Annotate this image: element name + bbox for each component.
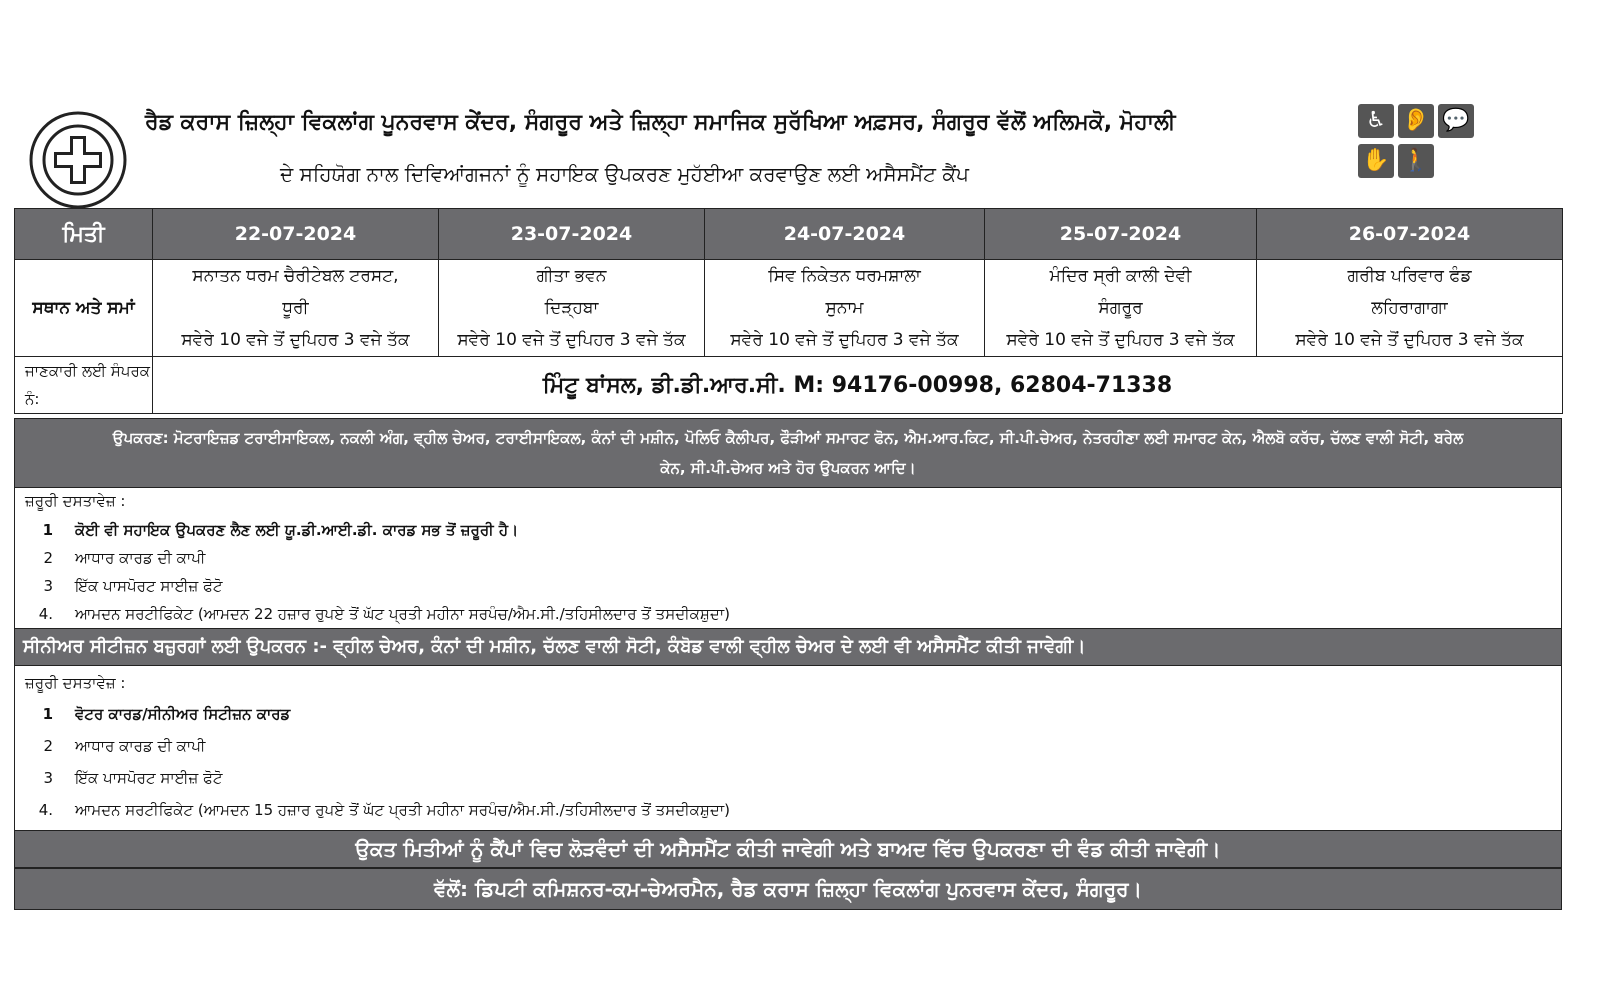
hearing-icon: 👂 <box>1398 104 1434 138</box>
item-text: ਆਧਾਰ ਕਾਰਡ ਦੀ ਕਾਪੀ <box>75 549 206 567</box>
date-label: ਮਿਤੀ <box>15 209 153 260</box>
list-item <box>15 516 1561 544</box>
contact-row <box>15 357 1563 414</box>
item-text: ਆਮਦਨ ਸਰਟੀਫਿਕੇਟ (ਆਮਦਨ 15 ਹਜ਼ਾਰ ਰੁਪਏ ਤੋਂ ਘੱਟ ਪ੍ਰਤੀ ਮਹੀਨਾ ਸਰਪੰਚ/ਐਮ.ਸੀ./ਤਹਿਸੀਲਦਾਰ ਤੋਂ ਤਸਦੀਕਸ਼ੁਦਾ) <box>75 801 730 819</box>
town-name: ਸੰਗਰੂਰ <box>1098 298 1143 318</box>
date-cell: 23-07-2024 <box>439 209 705 260</box>
place-name: ਗੀਤਾ ਭਵਨ <box>536 266 607 286</box>
place-label: ਸਥਾਨ ਅਤੇ ਸਮਾਂ <box>15 260 153 357</box>
item-text: ਇੱਕ ਪਾਸਪੋਰਟ ਸਾਈਜ਼ ਫੋਟੋ <box>75 769 223 787</box>
item-number: 3 <box>43 577 53 595</box>
list-item <box>15 730 1561 762</box>
location-row <box>15 260 1563 357</box>
date-cell: 22-07-2024 <box>153 209 439 260</box>
date-row <box>15 209 1563 260</box>
documents-title: ਜ਼ਰੂਰੀ ਦਸਤਾਵੇਜ਼ : <box>25 674 126 692</box>
item-number: 4. <box>38 605 53 623</box>
location-cell <box>705 260 985 357</box>
item-number: 1 <box>42 521 53 539</box>
equipment-line-2: ਕੇਨ, ਸੀ.ਪੀ.ਚੇਅਰ ਅਤੇ ਹੋਰ ਉਪਕਰਨ ਆਦਿ। <box>660 459 916 477</box>
schedule-table <box>14 208 1563 414</box>
town-name: ਲਹਿਰਾਗਾਗਾ <box>1371 298 1448 318</box>
documents-list-1 <box>15 516 1561 628</box>
red-cross-icon <box>28 110 128 210</box>
item-number: 4. <box>38 801 53 819</box>
title-line-2: ਦੇ ਸਹਿਯੋਗ ਨਾਲ ਦਿਵਿਆਂਗਜਨਾਂ ਨੂੰ ਸਹਾਇਕ ਉਪਕਰਣ ਮੁਹੱਈਆ ਕਰਵਾਉਣ ਲਈ ਅਸੈਸਮੈਂਟ ਕੈਂਪ <box>280 162 969 186</box>
list-item <box>15 794 1561 826</box>
item-text: ਕੋਈ ਵੀ ਸਹਾਇਕ ਉਪਕਰਣ ਲੈਣ ਲਈ ਯੂ.ਡੀ.ਆਈ.ਡੀ. ਕਾਰਡ ਸਭ ਤੋਂ ਜ਼ਰੂਰੀ ਹੈ। <box>75 521 519 539</box>
item-number: 2 <box>43 737 53 755</box>
item-text: ਵੋਟਰ ਕਾਰਡ/ਸੀਨੀਅਰ ਸਿਟੀਜ਼ਨ ਕਾਰਡ <box>75 705 291 723</box>
disability-icons <box>1358 104 1482 182</box>
title-line-1: ਰੈਡ ਕਰਾਸ ਜ਼ਿਲ੍ਹਾ ਵਿਕਲਾਂਗ ਪੂਨਰਵਾਸ ਕੇਂਦਰ, ਸੰਗਰੂਰ ਅਤੇ ਜ਼ਿਲ੍ਹਾ ਸਮਾਜਿਕ ਸੁਰੱਖਿਆ ਅਫ਼ਸਰ, ਸੰਗਰੂਰ ਵੱਲੋਂ ਅਲਿਮਕੋ, ਮੋਹਾਲੀ <box>145 110 1176 135</box>
date-cell: 26-07-2024 <box>1257 209 1563 260</box>
place-name: ਗਰੀਬ ਪਰਿਵਾਰ ਫੰਡ <box>1347 266 1472 286</box>
equipment-band <box>14 418 1562 488</box>
item-number: 3 <box>43 769 53 787</box>
location-cell <box>439 260 705 357</box>
contact-label: ਜਾਣਕਾਰੀ ਲਈ ਸੰਪਰਕ ਨੰ: <box>15 357 153 414</box>
item-text: ਇੱਕ ਪਾਸਪੋਰਟ ਸਾਈਜ਼ ਫੋਟੋ <box>75 577 223 595</box>
list-item <box>15 762 1561 794</box>
location-cell <box>1257 260 1563 357</box>
documents-title: ਜ਼ਰੂਰੀ ਦਸਤਾਵੇਜ਼ : <box>25 492 126 510</box>
list-item <box>15 600 1561 628</box>
town-name: ਸੁਨਾਮ <box>825 298 864 318</box>
list-item <box>15 544 1561 572</box>
location-cell <box>985 260 1257 357</box>
item-number: 1 <box>42 705 53 723</box>
contact-value-cell <box>153 357 1563 414</box>
location-cell <box>153 260 439 357</box>
town-name: ਧੂਰੀ <box>282 298 309 318</box>
date-cell: 24-07-2024 <box>705 209 985 260</box>
item-text: ਆਧਾਰ ਕਾਰਡ ਦੀ ਕਾਪੀ <box>75 737 206 755</box>
place-name: ਸਿਵ ਨਿਕੇਤਨ ਧਰਮਸ਼ਾਲਾ <box>768 266 921 286</box>
time-text: ਸਵੇਰੇ 10 ਵਜੇ ਤੋਂ ਦੁਪਿਹਰ 3 ਵਜੇ ਤੱਕ <box>457 330 686 350</box>
place-name: ਸਨਾਤਨ ਧਰਮ ਚੈਰੀਟੇਬਲ ਟਰਸਟ, <box>192 266 399 286</box>
documents-section-1 <box>14 488 1562 628</box>
time-text: ਸਵੇਰੇ 10 ਵਜੇ ਤੋਂ ਦੁਪਿਹਰ 3 ਵਜੇ ਤੱਕ <box>181 330 410 350</box>
red-cross-logo <box>28 110 128 210</box>
sign-language-icon: ✋ <box>1358 144 1394 178</box>
speech-icon: 💬 <box>1438 104 1474 138</box>
issuer-band: ਵੱਲੋਂ: ਡਿਪਟੀ ਕਮਿਸ਼ਨਰ-ਕਮ-ਚੇਅਰਮੈਨ, ਰੈਡ ਕਰਾਸ ਜ਼ਿਲ੍ਹਾ ਵਿਕਲਾਂਗ ਪੁਨਰਵਾਸ ਕੇਂਦਰ, ਸੰਗਰੂਰ। <box>14 868 1562 910</box>
assessment-note-band: ਉਕਤ ਮਿਤੀਆਂ ਨੂੰ ਕੈਂਪਾਂ ਵਿਚ ਲੋੜਵੰਦਾਂ ਦੀ ਅਸੈਸਮੈਂਟ ਕੀਤੀ ਜਾਵੇਗੀ ਅਤੇ ਬਾਅਦ ਵਿੱਚ ਉਪਕਰਣਾ ਦੀ ਵੰਡ ਕੀਤੀ ਜਾਵੇਗੀ। <box>14 830 1562 868</box>
date-cell: 25-07-2024 <box>985 209 1257 260</box>
documents-section-2 <box>14 666 1562 830</box>
town-name: ਦਿੜ੍ਹਬਾ <box>544 298 599 318</box>
list-item <box>15 698 1561 730</box>
item-text: ਆਮਦਨ ਸਰਟੀਫਿਕੇਟ (ਆਮਦਨ 22 ਹਜ਼ਾਰ ਰੁਪਏ ਤੋਂ ਘੱਟ ਪ੍ਰਤੀ ਮਹੀਨਾ ਸਰਪੰਚ/ਐਮ.ਸੀ./ਤਹਿਸੀਲਦਾਰ ਤੋਂ ਤਸਦੀਕਸ਼ੁਦਾ) <box>75 605 730 623</box>
time-text: ਸਵੇਰੇ 10 ਵਜੇ ਤੋਂ ਦੁਪਿਹਰ 3 ਵਜੇ ਤੱਕ <box>1295 330 1524 350</box>
blind-walking-icon: 🚶 <box>1398 144 1434 178</box>
time-text: ਸਵੇਰੇ 10 ਵਜੇ ਤੋਂ ਦੁਪਿਹਰ 3 ਵਜੇ ਤੱਕ <box>730 330 959 350</box>
place-name: ਮੰਦਿਰ ਸ੍ਰੀ ਕਾਲੀ ਦੇਵੀ <box>1049 266 1192 286</box>
list-item <box>15 572 1561 600</box>
equipment-line-1: ਉਪਕਰਣ: ਮੋਟਰਾਇਜ਼ਡ ਟਰਾਈਸਾਇਕਲ, ਨਕਲੀ ਅੰਗ, ਵ੍ਹੀਲ ਚੇਅਰ, ਟਰਾਈਸਾਇਕਲ, ਕੰਨਾਂ ਦੀ ਮਸ਼ੀਨ, ਪੋਲਿਓ ਕੈਲੀਪਰ, ਫੌੜੀਆਂ ਸਮਾਰਟ ਫੋਨ, ਐਮ.ਆਰ.ਕਿਟ, ਸੀ.ਪੀ.ਚੇਅਰ, ਨੇਤਰਹੀਣਾ ਲਈ ਸਮਾਰਟ ਕੇਨ, ਐਲਬੋ ਕਰੱਚ, ਚੱਲਣ ਵਾਲੀ ਸੋਟੀ, ਬਰੇਲ <box>112 429 1464 447</box>
item-number: 2 <box>43 549 53 567</box>
time-text: ਸਵੇਰੇ 10 ਵਜੇ ਤੋਂ ਦੁਪਿਹਰ 3 ਵਜੇ ਤੱਕ <box>1006 330 1235 350</box>
senior-citizen-band: ਸੀਨੀਅਰ ਸੀਟੀਜ਼ਨ ਬਜ਼ੁਰਗਾਂ ਲਈ ਉਪਕਰਨ :- ਵ੍ਹੀਲ ਚੇਅਰ, ਕੰਨਾਂ ਦੀ ਮਸ਼ੀਨ, ਚੱਲਣ ਵਾਲੀ ਸੋਟੀ, ਕੰਬੋਡ ਵਾਲੀ ਵ੍ਹੀਲ ਚੇਅਰ ਦੇ ਲਈ ਵੀ ਅਸੈਸਮੈਂਟ ਕੀਤੀ ਜਾਵੇਗੀ। <box>14 628 1562 666</box>
documents-list-2 <box>15 698 1561 826</box>
wheelchair-icon: ♿ <box>1358 104 1394 138</box>
contact-value: ਮਿੰਟੂ ਬਾਂਸਲ, ਡੀ.ਡੀ.ਆਰ.ਸੀ. M: 94176-00998, 62804-71338 <box>542 372 1173 398</box>
